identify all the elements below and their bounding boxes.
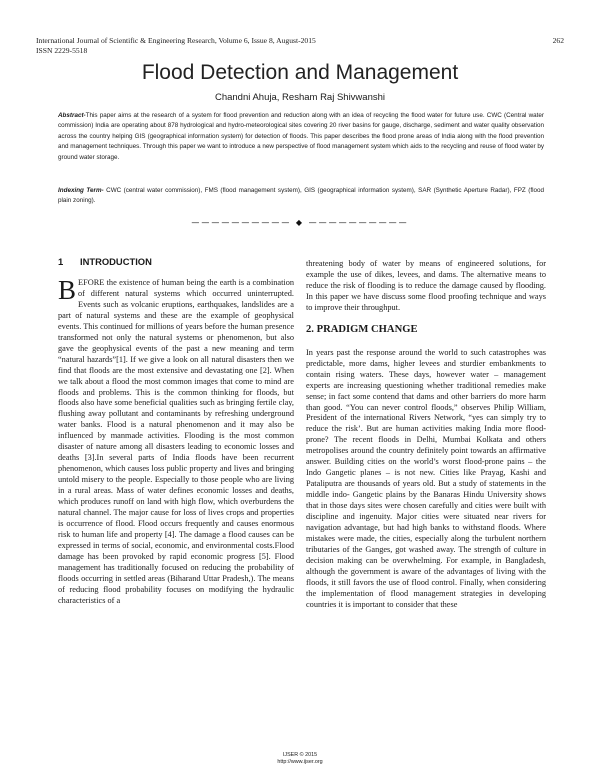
introduction-text: EFORE the existence of human being the earth is a combination of different natural systems which occurred uninterrupted. Events such as volcanic eruptions, earthquakes, landslides are a part of natural systems and these are the example of geophysical events. This continued for millions of years before the human presence transformed not only the natural systems or phenomenon, but also gave the geophysical events of the past a new meaning and term “natural hazards”[1]. If we give a look on all natural disasters then we find that floods are the most extensive and devastating one [2]. When we talk about a flood the most common images that come to mind are floods and problems. This is the common thinking for floods, but floods also have some beneficial qualities such as bringing fertile clay, flushing away pollutant and contaminants by refreshing underground water banks. Flood is a natural phenomenon and it may also be influenced by manmade activities. Flooding is the most common disaster of nature among all disasters leading to economic losses and deaths [3].In several parts of India floods have been recurrent phenomenon, which causes loss public property and lives and bringing untold misery to the people. Especially to those people who are living in a rural areas. Mass of water defines economic losses and deaths, which produces runoff on land with high flow, which overburdens the natural channel. The major cause for loss of lives crops and properties is occurrence of flood. Flood occurs frequently and causes enormous risk to human life and property [4]. The damage a flood causes can be expressed in terms of social, economic, and environmental costs.Flood damage has been provoked by rapid economic progress [5]. Flood management has traditionally focused on reducing the probability of floods occurring in settled areas (Biharand Uttar Pradesh,). The means of reducing flood probability focuses on modifying the hydraulic characteristics of a [58,278,294,605]
journal-name: International Journal of Scientific & Engineering Research, Volume 6, Issue 8, August-2015 [36,36,316,45]
journal-url[interactable]: http://www.ijser.org [277,759,323,765]
copyright: IJSER © 2015 [282,752,318,758]
right-column [306,259,546,611]
indexing-text: CWC (central water commission), FMS (flood management system), GIS (geographical information system), SAR (Synthetic Aperture Radar), FPZ (flood plain zoning). [58,187,544,205]
page-number: 262 [552,36,564,45]
left-column [58,256,294,607]
issn: ISSN 2229-5518 [36,46,88,55]
introduction-paragraph [58,275,294,607]
abstract-text: This paper aims at the research of a system for flood prevention and reduction along with an idea of recycling the flood water for future use. CWC (Central water commission) India are operating about 878 hydrological and hydro-meteorological sites covering 20 river basins for gauge, discharge, sediment and water quality observation across the country helping GIS (geographical information system) for detection of floods. This paper describes the flood prone areas of India along with the flood prevention and management techniques. Through this paper we want to introduce a new perspective of flood management system which aids to the recycling and reuse of flood water by ground water storage. [58,112,544,161]
section-number: 1 [58,256,64,267]
indexing-label: Indexing Term- [58,187,104,194]
page-footer [0,752,600,766]
section-divider: —————————— ◆ —————————— [191,218,409,227]
section-heading-paradigm: 2. PRADIGM CHANGE [306,323,418,335]
indexing-terms [58,186,544,207]
introduction-continuation: threatening body of water by means of engineered solutions, for example the use of dikes, levees, and dams. The alternative means to reduce the risk of flooding is to reduce the damage caused by flooding. In this paper we have discuss some flood proofing technique and ways to improve their throughput. [306,259,546,312]
authors: Chandni Ahuja, Resham Raj Shivwanshi [214,92,386,103]
drop-cap: B [58,275,77,305]
section-heading-introduction [58,256,294,268]
paper-title: Flood Detection and Management [141,61,459,84]
abstract [58,111,544,163]
paradigm-paragraph: In years past the response around the world to such catastrophes was predictable, more dams, higher levees and sturdier embankments to contain rising waters. These days, however water – management experts are increasing questioning whether traditional remedies make sense; in fact some contend that dams and other barriers do more harm than good. “You can never control floods,” observes Philip William, President of the international Rivers Network, “yes can simply try to reduce the risk’. But are human activities making India more flood-prone? The recent floods in Delhi, Mumbai Kolkata and others metropolises around the country definitely point towards an affirmative answer. Building cities on the world’s worst flood-prone pains – the Indo Gangetic planes – is not new. Cities like Prayag, Kashi and Pataliputra are thousands of years old. But a study of statements in the middle indo- Gangetic plains by the Banaras Hindu University shows that in those days sites were chosen carefully and cities were built with discipline and ingenuity. Major cities were situated near rivers for navigation advantage, but had high banks to withstand floods. Where mistakes were made, the cities, especially along the turbulent northern tributaries of the Ganges, got washed away. The strength of culture in decision making can be overwhelming. For example, in Bangladesh, although the government is aware of the advantages of living with the floods, it still favors the use of flood control. Finally, when considering the implementation of flood management strategies in developing countries it is important to consider that these [306,347,546,609]
section-title: INTRODUCTION [80,256,152,267]
abstract-label: Abstract- [58,112,86,119]
journal-header [36,36,564,56]
